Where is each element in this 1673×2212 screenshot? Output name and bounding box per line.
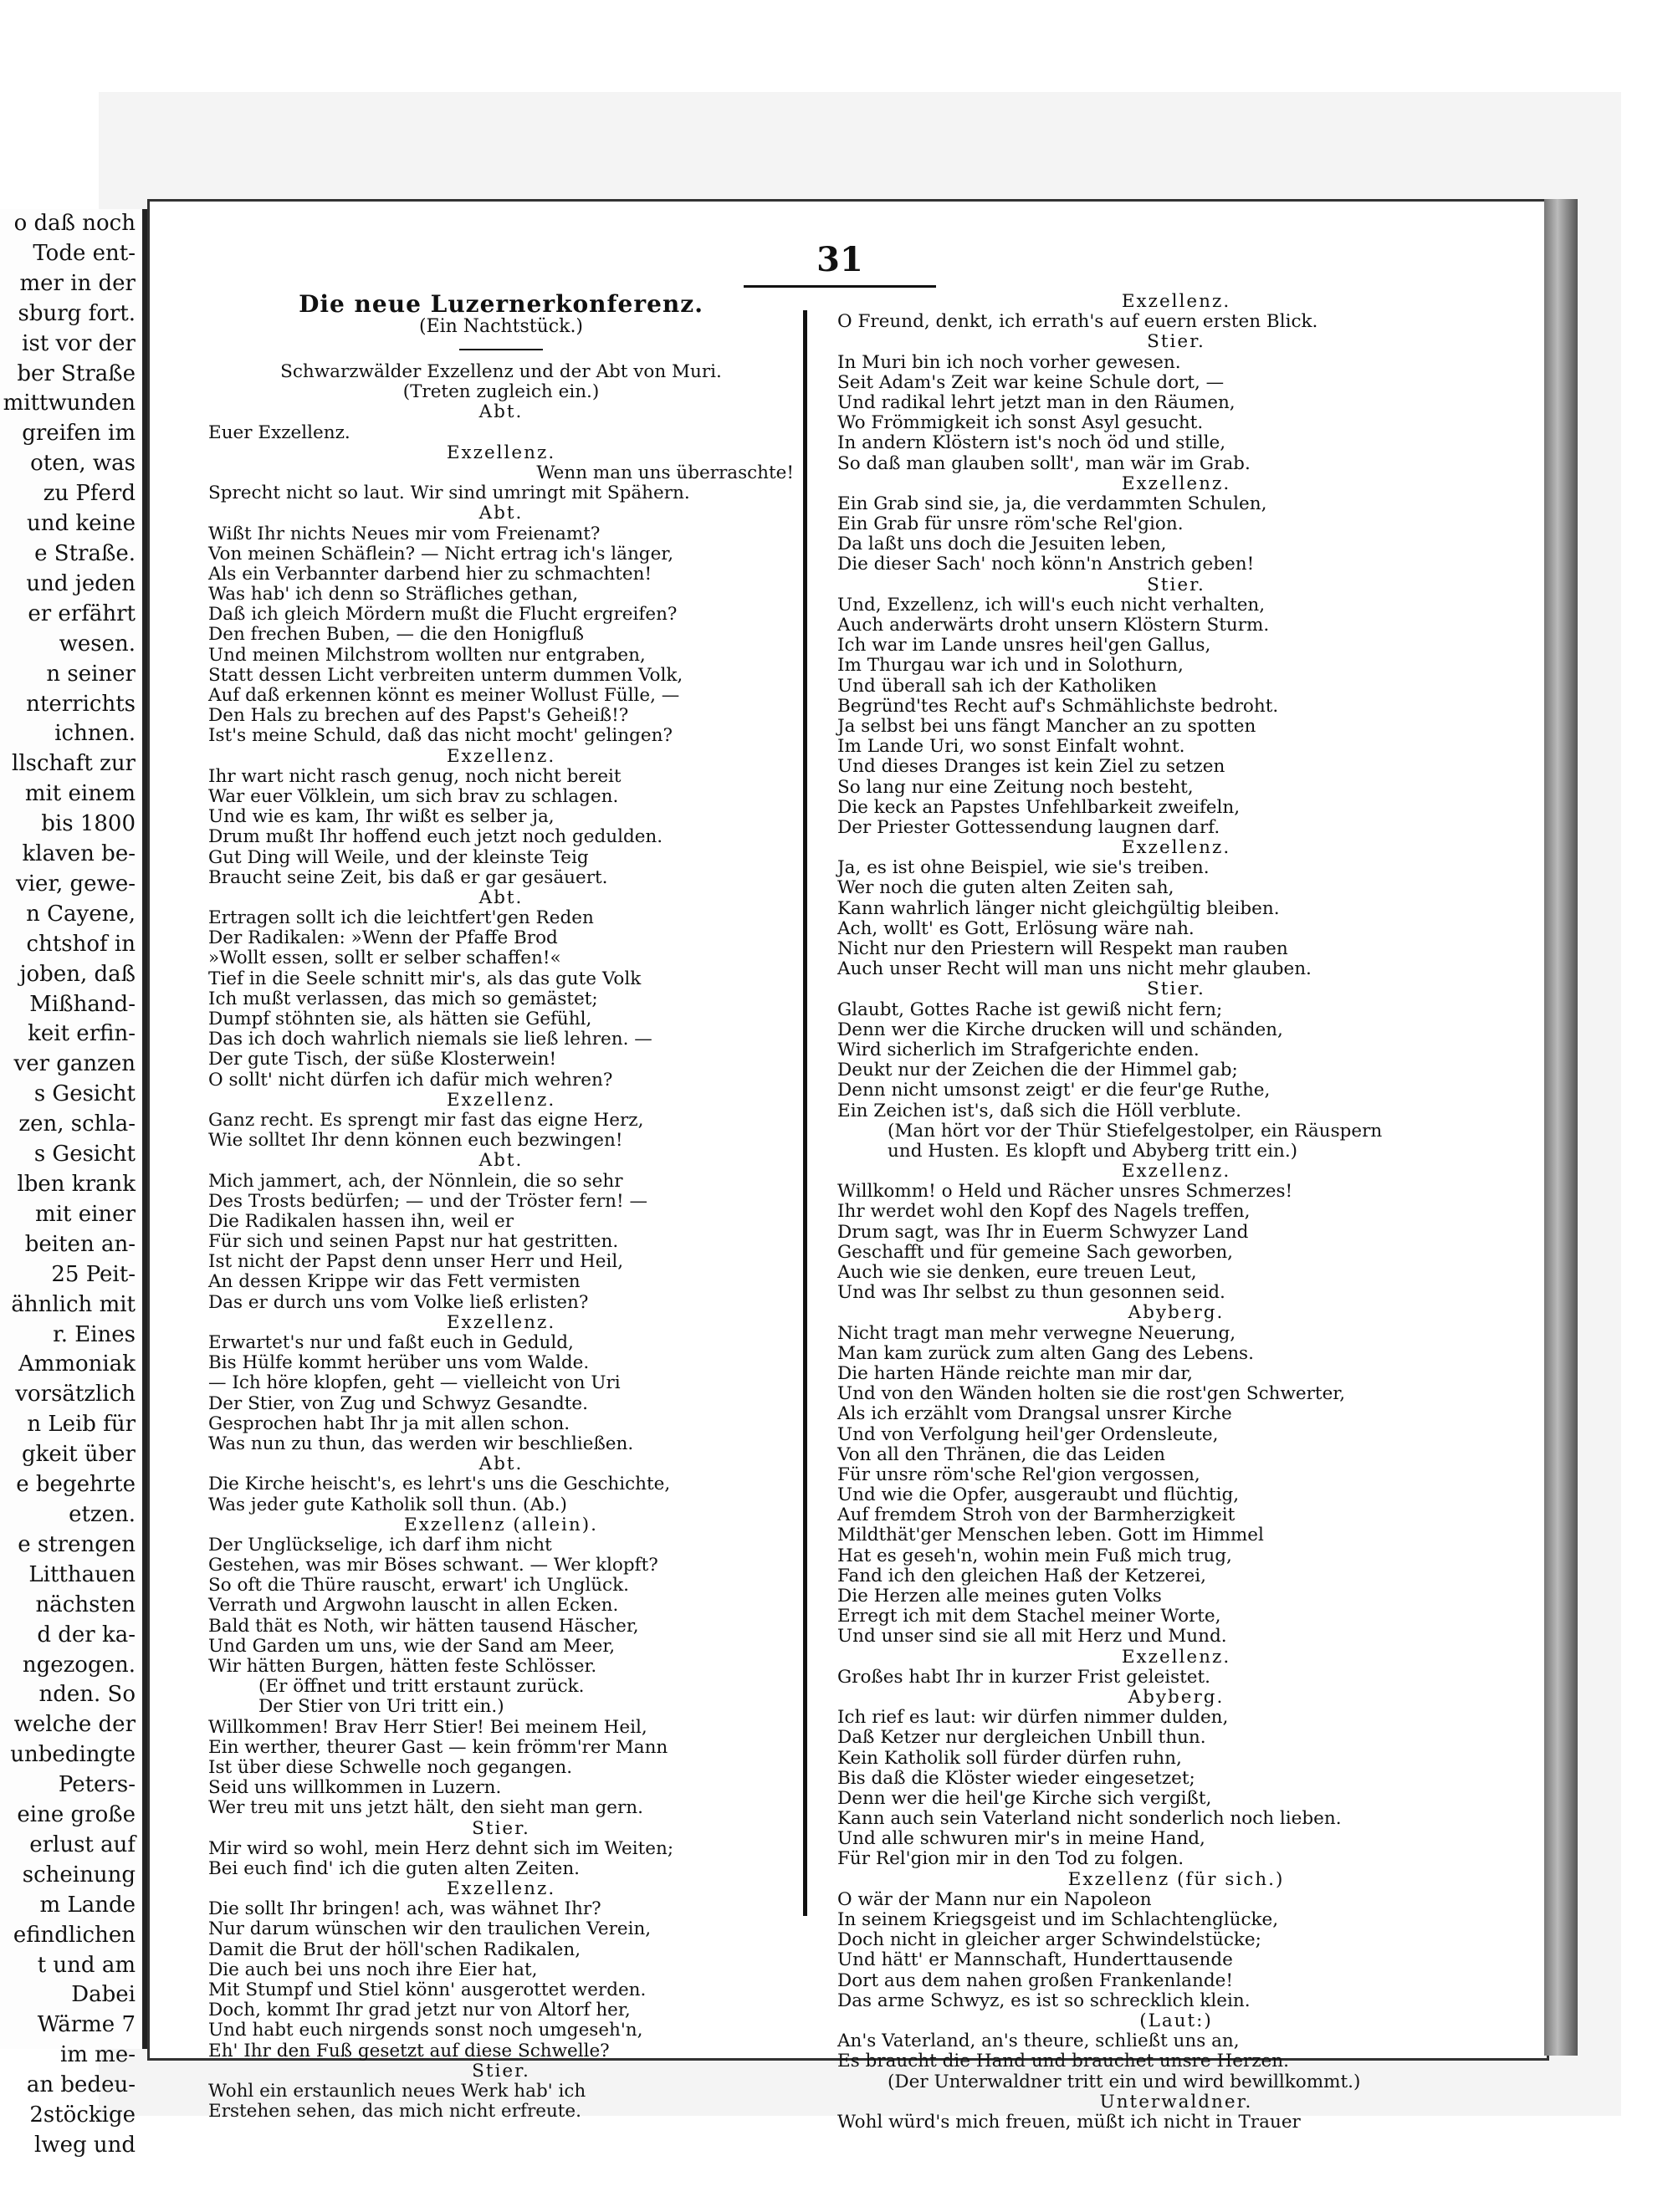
verse-line: Ein Grab für unsre röm'sche Rel'gion.: [837, 513, 1184, 535]
verse-line: Den frechen Buben, — die den Honigfluß: [208, 624, 584, 646]
verse-line: Fand ich den gleichen Haß der Ketzerei,: [837, 1565, 1206, 1586]
verse-line: Nicht nur den Priestern will Respekt man rauben: [837, 938, 1288, 959]
previous-page-line: ver ganzen: [13, 1051, 136, 1077]
verse-line: Für Rel'gion mir in den Tod zu folgen.: [837, 1848, 1184, 1870]
verse-line: Was nun zu thun, das werden wir beschließen.: [208, 1433, 634, 1454]
verse-line: Von meinen Schäflein? — Nicht ertrag ich's länger,: [208, 543, 674, 564]
previous-page-line: scheinung: [22, 1862, 136, 1888]
verse-line: Das er durch uns vom Volke ließ erlisten?: [208, 1291, 589, 1313]
verse-line: Und überall sah ich der Katholiken: [837, 675, 1157, 697]
verse-line: Hat es geseh'n, wohin mein Fuß mich trug,: [837, 1545, 1232, 1566]
previous-page-line: lben krank: [17, 1172, 136, 1197]
verse-line: Was hab' ich denn so Sträfliches gethan,: [208, 584, 579, 605]
previous-page-line: n Cayene,: [26, 901, 136, 927]
previous-page-line: nden. So: [38, 1682, 136, 1708]
speaker-name: Stier.: [1147, 331, 1205, 353]
previous-page-line: gkeit über: [21, 1442, 136, 1468]
right-column: [837, 292, 1515, 2133]
verse-line: Und von Verfolgung heil'ger Ordensleute,: [837, 1423, 1219, 1445]
verse-line: Ein Grab sind sie, ja, die verdammten Schulen,: [837, 493, 1267, 514]
verse-line: Die Herzen alle meines guten Volks: [837, 1586, 1162, 1607]
verse-line: Ach, wollt' es Gott, Erlösung wäre nah.: [837, 917, 1195, 939]
verse-line: Und dieses Dranges ist kein Ziel zu setzen: [837, 756, 1225, 778]
previous-page-line: mer in der: [19, 270, 136, 296]
previous-page-line: ist vor der: [22, 330, 136, 356]
verse-line: O Freund, denkt, ich errath's auf euern ersten Blick.: [837, 311, 1318, 333]
verse-line: An's Vaterland, an's theure, schließt uns an,: [837, 2031, 1240, 2052]
verse-line: In andern Klöstern ist's noch öd und stille,: [837, 432, 1226, 454]
cast-stage-direction: (Treten zugleich ein.): [402, 381, 600, 403]
verse-line: Großes habt Ihr in kurzer Frist geleistet.: [837, 1666, 1210, 1688]
previous-page-line: e strengen: [18, 1531, 136, 1557]
verse-line: Und was Ihr selbst zu thun gesonnen seid.: [837, 1282, 1225, 1304]
speaker-name: Abt.: [478, 886, 524, 908]
previous-page-line: mittwunden: [3, 391, 136, 416]
verse-line: Seid uns willkommen in Luzern.: [208, 1777, 502, 1799]
verse-line: Glaubt, Gottes Rache ist gewiß nicht fern;: [837, 999, 1223, 1020]
verse-line: Ja selbst bei uns fängt Mancher an zu spotten: [837, 715, 1256, 737]
verse-line: Das ich doch wahrlich niemals sie ließ lehren. —: [208, 1029, 652, 1050]
previous-page-line: e begehrte: [16, 1472, 136, 1498]
verse-line: Die dieser Sach' noch könn'n Anstrich geben!: [837, 554, 1255, 575]
previous-page-line: 25 Peit-: [51, 1261, 136, 1287]
previous-page-line: 2stöckige: [29, 2102, 136, 2128]
verse-line: Dumpf stöhnten sie, als hätten sie Gefühl,: [208, 1009, 592, 1030]
verse-line: Die sollt Ihr bringen! ach, was wähnet Ihr?: [208, 1898, 601, 1920]
verse-line: Den Hals zu brechen auf des Papst's Geheiß!?: [208, 705, 629, 727]
verse-line: Ich war im Lande unsres heil'gen Gallus,: [837, 635, 1211, 656]
previous-page-line: r. Eines: [53, 1321, 136, 1347]
verse-line: Die auch bei uns noch ihre Eier hat,: [208, 1959, 538, 1980]
verse-line: Die harten Hände reichte man mir dar,: [837, 1362, 1193, 1384]
page-number-rule: [744, 285, 936, 288]
previous-page-line: d der ka-: [37, 1622, 136, 1648]
newspaper-page: [147, 199, 1549, 2133]
left-column: [208, 292, 794, 2122]
speaker-name: Stier.: [1147, 978, 1205, 1000]
verse-line: Wir hätten Burgen, hätten feste Schlösser.: [208, 1656, 597, 1678]
verse-line: Eh' Ihr den Fuß gesetzt auf diese Schwelle?: [208, 2040, 610, 2061]
verse-line: Und Garden um uns, wie der Sand am Meer,: [208, 1635, 616, 1657]
verse-line: Daß Ketzer nur dergleichen Unbill thun.: [837, 1727, 1206, 1749]
verse-line: Und von den Wänden holten sie die rost'gen Schwerter,: [837, 1383, 1346, 1405]
speaker-name: Stier.: [472, 2060, 530, 2082]
speaker-name: Exzellenz.: [1121, 837, 1231, 859]
verse-line: Auf fremdem Stroh von der Barmherzigkeit: [837, 1504, 1236, 1526]
verse-line: Wie solltet Ihr denn können euch bezwingen!: [208, 1130, 623, 1152]
previous-page-line: keit erfin-: [28, 1021, 136, 1047]
previous-page-line: n Leib für: [27, 1412, 136, 1438]
verse-line: Seit Adam's Zeit war keine Schule dort, —: [837, 371, 1225, 393]
previous-page-line: t und am: [37, 1952, 136, 1978]
verse-line: Mich jammert, ach, der Nönnlein, die so sehr: [208, 1170, 623, 1192]
verse-line: Ich mußt verlassen, das mich so gemästet;: [208, 988, 598, 1009]
speaker-name: (Laut:): [1139, 2010, 1213, 2031]
speaker-name: Abyberg.: [1128, 1302, 1225, 1324]
verse-line: Statt dessen Licht verbreiten unterm dummen Volk,: [208, 664, 683, 686]
verse-line: Und, Exzellenz, ich will's euch nicht verhalten,: [837, 594, 1266, 616]
speaker-name: Exzellenz.: [446, 1878, 556, 1900]
previous-page-line: an bedeu-: [26, 2072, 136, 2098]
stage-direction: (Er öffnet und tritt erstaunt zurück.: [258, 1676, 585, 1698]
speaker-name: Exzellenz.: [446, 745, 556, 767]
verse-line: Bis Hülfe kommt herüber uns vom Walde.: [208, 1352, 590, 1374]
verse-line: Von all den Thränen, die das Leiden: [837, 1443, 1165, 1465]
previous-page-line: klaven be-: [22, 841, 136, 867]
verse-line: Verrath und Argwohn lauscht in allen Ecken.: [208, 1595, 619, 1617]
verse-line: Erregt ich mit dem Stachel meiner Worte,: [837, 1606, 1221, 1627]
previous-page-line: chtshof in: [26, 931, 136, 957]
previous-page-line: im me-: [59, 2042, 136, 2068]
verse-line: Da laßt uns doch die Jesuiten leben,: [837, 534, 1167, 555]
title-rule: [459, 349, 543, 350]
speaker-name: Stier.: [1147, 574, 1205, 595]
verse-line: Denn wer die Kirche drucken will und schänden,: [837, 1019, 1283, 1040]
verse-line: Sprecht nicht so laut. Wir sind umringt mit Spähern.: [208, 483, 690, 504]
verse-line: Bei euch find' ich die guten alten Zeiten.: [208, 1857, 580, 1879]
speaker-name: Abt.: [478, 401, 524, 423]
previous-page-line: Peters-: [58, 1772, 136, 1798]
previous-page-line: n seiner: [46, 661, 136, 687]
verse-line: Euer Exzellenz.: [208, 421, 350, 443]
verse-line: »Wollt essen, sollt er selber schaffen!«: [208, 948, 561, 969]
previous-page-line: llschaft zur: [12, 751, 136, 777]
verse-line: Im Lande Uri, wo sonst Einfalt wohnt.: [837, 736, 1185, 758]
page-number: 31: [816, 240, 863, 279]
verse-line: Wohl würd's mich freuen, müßt ich nicht in Trauer: [837, 2111, 1301, 2133]
speaker-name: Abt.: [478, 1453, 524, 1475]
verse-line: Der gute Tisch, der süße Klosterwein!: [208, 1049, 557, 1070]
previous-page-line: ähnlich mit: [11, 1291, 136, 1317]
verse-line: Kein Katholik soll fürder dürfen ruhn,: [837, 1747, 1182, 1769]
previous-page-line: s Gesicht: [33, 1081, 136, 1107]
verse-line: Wer noch die guten alten Zeiten sah,: [837, 877, 1174, 899]
verse-line: Begründ'tes Recht auf's Schmählichste bedroht.: [837, 695, 1279, 717]
verse-line: Und hätt' er Mannschaft, Hunderttausende: [837, 1949, 1233, 1971]
verse-line: Und wie es kam, Ihr wißt es selber ja,: [208, 806, 555, 828]
previous-page-line: joben, daß: [19, 961, 136, 987]
verse-line: Ist's meine Schuld, daß das nicht mocht' gelingen?: [208, 725, 673, 747]
previous-page-line: eine große: [17, 1802, 136, 1828]
previous-page-line: Litthauen: [28, 1561, 136, 1587]
stage-direction: Der Stier von Uri tritt ein.): [258, 1696, 504, 1718]
previous-page-line: etzen.: [69, 1501, 136, 1527]
verse-line: Wohl ein erstaunlich neues Werk hab' ich: [208, 2080, 586, 2102]
verse-line: Der Radikalen: »Wenn der Pfaffe Brod: [208, 927, 558, 949]
verse-line: Ist über diese Schwelle noch gegangen.: [208, 1756, 573, 1778]
verse-line: Ja, es ist ohne Beispiel, wie sie's treiben.: [837, 857, 1210, 879]
previous-page-line: mit einem: [24, 781, 136, 807]
previous-page-line: vorsätzlich: [15, 1382, 136, 1407]
verse-line: Und radikal lehrt jetzt man in den Räumen,: [837, 391, 1236, 413]
verse-line: An dessen Krippe wir das Fett vermisten: [208, 1271, 581, 1293]
verse-line: Wißt Ihr nichts Neues mir vom Freienamt?: [208, 523, 601, 544]
previous-page-line: unbedingte: [10, 1742, 136, 1768]
verse-line: Auch anderwärts droht unsern Klöstern Sturm.: [837, 615, 1270, 636]
speaker-name: Exzellenz (für sich.): [1067, 1868, 1285, 1890]
speaker-name: Abt.: [478, 1150, 524, 1172]
verse-line: Im Thurgau war ich und in Solothurn,: [837, 655, 1184, 677]
previous-page-line: s Gesicht: [33, 1142, 136, 1167]
verse-line: Und habt euch nirgends sonst noch umgeseh'n,: [208, 2020, 643, 2041]
stage-direction: (Man hört vor der Thür Stiefelgestolper, ein Räuspern: [888, 1120, 1383, 1142]
verse-line: Tief in die Seele schnitt mir's, als das gute Volk: [208, 968, 642, 989]
verse-line: Die keck an Papstes Unfehlbarkeit zweifeln,: [837, 796, 1241, 818]
previous-page-line: welche der: [13, 1712, 136, 1738]
previous-page-line: sburg fort.: [18, 300, 136, 326]
verse-line: Bald thät es Noth, wir hätten tausend Häscher,: [208, 1615, 639, 1637]
stage-direction: und Husten. Es klopft und Abyberg tritt ein.): [888, 1140, 1298, 1162]
verse-line: Der Unglückselige, ich darf ihm nicht: [208, 1534, 552, 1556]
cast-line: Schwarzwälder Exzellenz und der Abt von Muri.: [280, 361, 722, 382]
verse-line: Mit Stumpf und Stiel könn' ausgerottet werden.: [208, 1980, 647, 2001]
previous-page-line: erlust auf: [29, 1831, 136, 1857]
verse-line: In Muri bin ich noch vorher gewesen.: [837, 351, 1181, 373]
previous-page-line: Ammoniak: [18, 1351, 136, 1377]
column-divider: [803, 310, 807, 1916]
verse-line: Kann wahrlich länger nicht gleichgültig bleiben.: [837, 897, 1280, 919]
verse-line: Damit die Brut der höll'schen Radikalen,: [208, 1939, 581, 1960]
verse-line: War euer Völklein, um sich brav zu schlagen.: [208, 785, 619, 807]
verse-line: Mildthät'ger Menschen leben. Gott im Himmel: [837, 1525, 1264, 1546]
previous-page-line: nterrichts: [26, 691, 136, 717]
left-verse-lines: [208, 402, 794, 2122]
previous-page-line: vier, gewe-: [16, 871, 136, 897]
previous-page-line: o daß noch: [13, 211, 136, 236]
previous-page-line: zu Pferd: [43, 481, 136, 507]
speaker-name: Abyberg.: [1128, 1686, 1225, 1708]
verse-line: Die Radikalen hassen ihn, weil er: [208, 1210, 514, 1232]
previous-page-line: zen, schla-: [18, 1111, 136, 1137]
verse-line: O sollt' nicht dürfen ich dafür mich wehren?: [208, 1069, 613, 1091]
previous-page-line: er erfährt: [28, 600, 136, 626]
previous-page-line: beiten an-: [24, 1231, 136, 1257]
verse-line: Als ich erzählt vom Drangsal unsrer Kirche: [837, 1403, 1232, 1425]
verse-line: Nicht tragt man mehr verwegne Neuerung,: [837, 1322, 1236, 1344]
speaker-name: Exzellenz (allein).: [404, 1514, 598, 1535]
verse-line: Der Stier, von Zug und Schwyz Gesandte.: [208, 1392, 588, 1414]
verse-line: Doch, kommt Ihr grad jetzt nur von Altorf her,: [208, 2000, 631, 2021]
verse-line: Ihr wart nicht rasch genug, noch nicht bereit: [208, 765, 622, 787]
verse-line: — Ich höre klopfen, geht — vielleicht von Uri: [208, 1372, 621, 1394]
previous-page-line: wesen.: [59, 631, 136, 656]
previous-page-line: oten, was: [30, 451, 136, 477]
verse-line: Und wie die Opfer, ausgeraubt und flüchtig,: [837, 1484, 1240, 1506]
verse-line: Ist nicht der Papst denn unser Herr und Heil,: [208, 1251, 624, 1273]
verse-line: Wenn man uns überraschte!: [536, 462, 794, 483]
verse-line: Willkomm! o Held und Rächer unsres Schmerzes!: [837, 1181, 1293, 1203]
speaker-name: Exzellenz.: [1121, 1161, 1231, 1183]
speaker-name: Abt.: [478, 503, 524, 524]
verse-line: Der Priester Gottessendung laugnen darf.: [837, 816, 1220, 838]
previous-page-line: m Lande: [39, 1892, 136, 1918]
article-title: Die neue Luzernerkonferenz.: [299, 290, 703, 318]
speaker-name: Exzellenz.: [446, 1089, 556, 1111]
previous-page-line: ber Straße: [17, 360, 136, 386]
speaker-name: Unterwaldner.: [1099, 2091, 1253, 2112]
verse-line: Man kam zurück zum alten Gang des Lebens.: [837, 1342, 1254, 1364]
verse-line: Daß ich gleich Mördern mußt die Flucht ergreifen?: [208, 604, 678, 626]
book-spine-edge: [1544, 199, 1578, 2056]
previous-page-line: nächsten: [35, 1591, 136, 1617]
verse-line: Auch unser Recht will man uns nicht mehr glauben.: [837, 958, 1312, 980]
verse-line: Geschafft und für gemeine Sach geworben,: [837, 1241, 1234, 1263]
previous-page-line: ngezogen.: [22, 1652, 136, 1678]
verse-line: Bis daß die Klöster wieder eingesetzet;: [837, 1767, 1195, 1789]
verse-line: Für sich und seinen Papst nur hat gestritten.: [208, 1231, 619, 1253]
verse-line: Erstehen sehen, das mich nicht erfreute.: [208, 2101, 581, 2123]
previous-page-line: greifen im: [22, 421, 136, 447]
verse-line: Wer treu mit uns jetzt hält, den sieht man gern.: [208, 1797, 643, 1819]
verse-line: Gut Ding will Weile, und der kleinste Teig: [208, 846, 589, 868]
previous-page-line: mit einer: [35, 1201, 136, 1227]
verse-line: O wär der Mann nur ein Napoleon: [837, 1888, 1152, 1910]
speaker-name: Exzellenz.: [1121, 1646, 1231, 1668]
previous-page-line: lweg und: [34, 2133, 136, 2158]
previous-page-line: ichnen.: [54, 721, 136, 747]
verse-line: Ich rief es laut: wir dürfen nimmer dulden,: [837, 1707, 1229, 1729]
verse-line: Kann auch sein Vaterland nicht sonderlich noch lieben.: [837, 1808, 1342, 1830]
verse-line: Was jeder gute Katholik soll thun. (Ab.): [208, 1494, 567, 1515]
speaker-name: Stier.: [472, 1817, 530, 1839]
verse-line: Auf daß erkennen könnt es meiner Wollust Fülle, —: [208, 685, 680, 707]
verse-line: Braucht seine Zeit, bis daß er gar gesäuert.: [208, 866, 608, 888]
verse-line: Auch wie sie denken, eure treuen Leut,: [837, 1262, 1197, 1283]
verse-line: Denn wer die heil'ge Kirche sich vergißt,: [837, 1787, 1212, 1809]
previous-page-line: und jeden: [26, 570, 136, 596]
verse-line: Doch nicht in gleicher arger Schwindelstücke;: [837, 1929, 1261, 1951]
verse-line: Wo Frömmigkeit ich sonst Asyl gesucht.: [837, 412, 1204, 434]
verse-line: Es braucht die Hand und brauchet unsre Herzen.: [837, 2051, 1289, 2072]
previous-page-line: e Straße.: [34, 540, 136, 566]
verse-line: Ein Zeichen ist's, daß sich die Höll verblute.: [837, 1100, 1241, 1121]
verse-line: Und meinen Milchstrom wollten nur entgraben,: [208, 644, 646, 666]
verse-line: Ein werther, theurer Gast — kein frömm'rer Mann: [208, 1736, 668, 1758]
verse-line: So daß man glauben sollt', man wär im Grab.: [837, 452, 1251, 474]
previous-page-line: bis 1800: [41, 811, 136, 837]
previous-page-line: und keine: [27, 511, 136, 537]
verse-line: Ganz recht. Es sprengt mir fast das eigne Herz,: [208, 1109, 644, 1131]
verse-line: Dort aus dem nahen großen Frankenlande!: [837, 1969, 1233, 1991]
speaker-name: Exzellenz.: [446, 1311, 556, 1333]
verse-line: Für unsre röm'sche Rel'gion vergossen,: [837, 1464, 1200, 1485]
verse-line: Als ein Verbannter darbend hier zu schmachten!: [208, 563, 652, 585]
verse-line: Drum sagt, was Ihr in Euerm Schwyzer Land: [837, 1221, 1249, 1243]
verse-line: Und unser sind sie all mit Herz und Mund.: [837, 1626, 1227, 1648]
previous-page-line: Mißhand-: [29, 991, 136, 1017]
previous-page-edge: [0, 209, 147, 2158]
verse-line: So oft die Thüre rauscht, erwart' ich Unglück.: [208, 1575, 629, 1596]
verse-line: Drum mußt Ihr hoffend euch jetzt noch gedulden.: [208, 826, 663, 848]
verse-line: Willkommen! Brav Herr Stier! Bei meinem Heil,: [208, 1716, 647, 1738]
verse-line: So lang nur eine Zeitung noch besteht,: [837, 776, 1194, 798]
verse-line: Die Kirche heischt's, es lehrt's uns die Geschichte,: [208, 1474, 671, 1495]
verse-line: Ertragen sollt ich die leichtfert'gen Reden: [208, 907, 594, 929]
verse-line: Nur darum wünschen wir den traulichen Verein,: [208, 1918, 652, 1940]
verse-line: Wird sicherlich im Strafgerichte enden.: [837, 1039, 1200, 1060]
previous-page-line: Wärme 7: [37, 2012, 136, 2038]
verse-line: Deukt nur der Zeichen die der Himmel gab;: [837, 1060, 1238, 1081]
verse-line: Ihr werdet wohl den Kopf des Nagels treffen,: [837, 1201, 1251, 1223]
verse-line: Das arme Schwyz, es ist so schrecklich klein.: [837, 1990, 1251, 2011]
verse-line: Und alle schwuren mir's in meine Hand,: [837, 1828, 1205, 1850]
verse-line: Gestehen, was mir Böses schwant. — Wer klopft?: [208, 1555, 658, 1576]
speaker-name: Exzellenz.: [446, 442, 556, 463]
verse-line: Mir wird so wohl, mein Herz dehnt sich im Weiten;: [208, 1837, 674, 1859]
verse-line: Des Trosts bedürfen; — und der Tröster fern! —: [208, 1190, 647, 1212]
stage-direction: (Der Unterwaldner tritt ein und wird bewillkommt.): [888, 2071, 1361, 2092]
verse-line: In seinem Kriegsgeist und im Schlachtenglücke,: [837, 1909, 1279, 1930]
previous-page-line: efindlichen: [13, 1922, 136, 1948]
verse-line: Denn nicht umsonst zeigt' er die feur'ge Ruthe,: [837, 1080, 1271, 1101]
verse-line: Erwartet's nur und faßt euch in Geduld,: [208, 1332, 574, 1354]
verse-line: Gesprochen habt Ihr ja mit allen schon.: [208, 1413, 570, 1434]
previous-page-line: Dabei: [71, 1982, 136, 2008]
right-verse-lines: [837, 292, 1515, 2133]
speaker-name: Exzellenz.: [1121, 291, 1231, 312]
article-subtitle: (Ein Nachtstück.): [418, 316, 584, 337]
speaker-name: Exzellenz.: [1121, 473, 1231, 494]
previous-page-line: Tode ent-: [33, 240, 136, 266]
